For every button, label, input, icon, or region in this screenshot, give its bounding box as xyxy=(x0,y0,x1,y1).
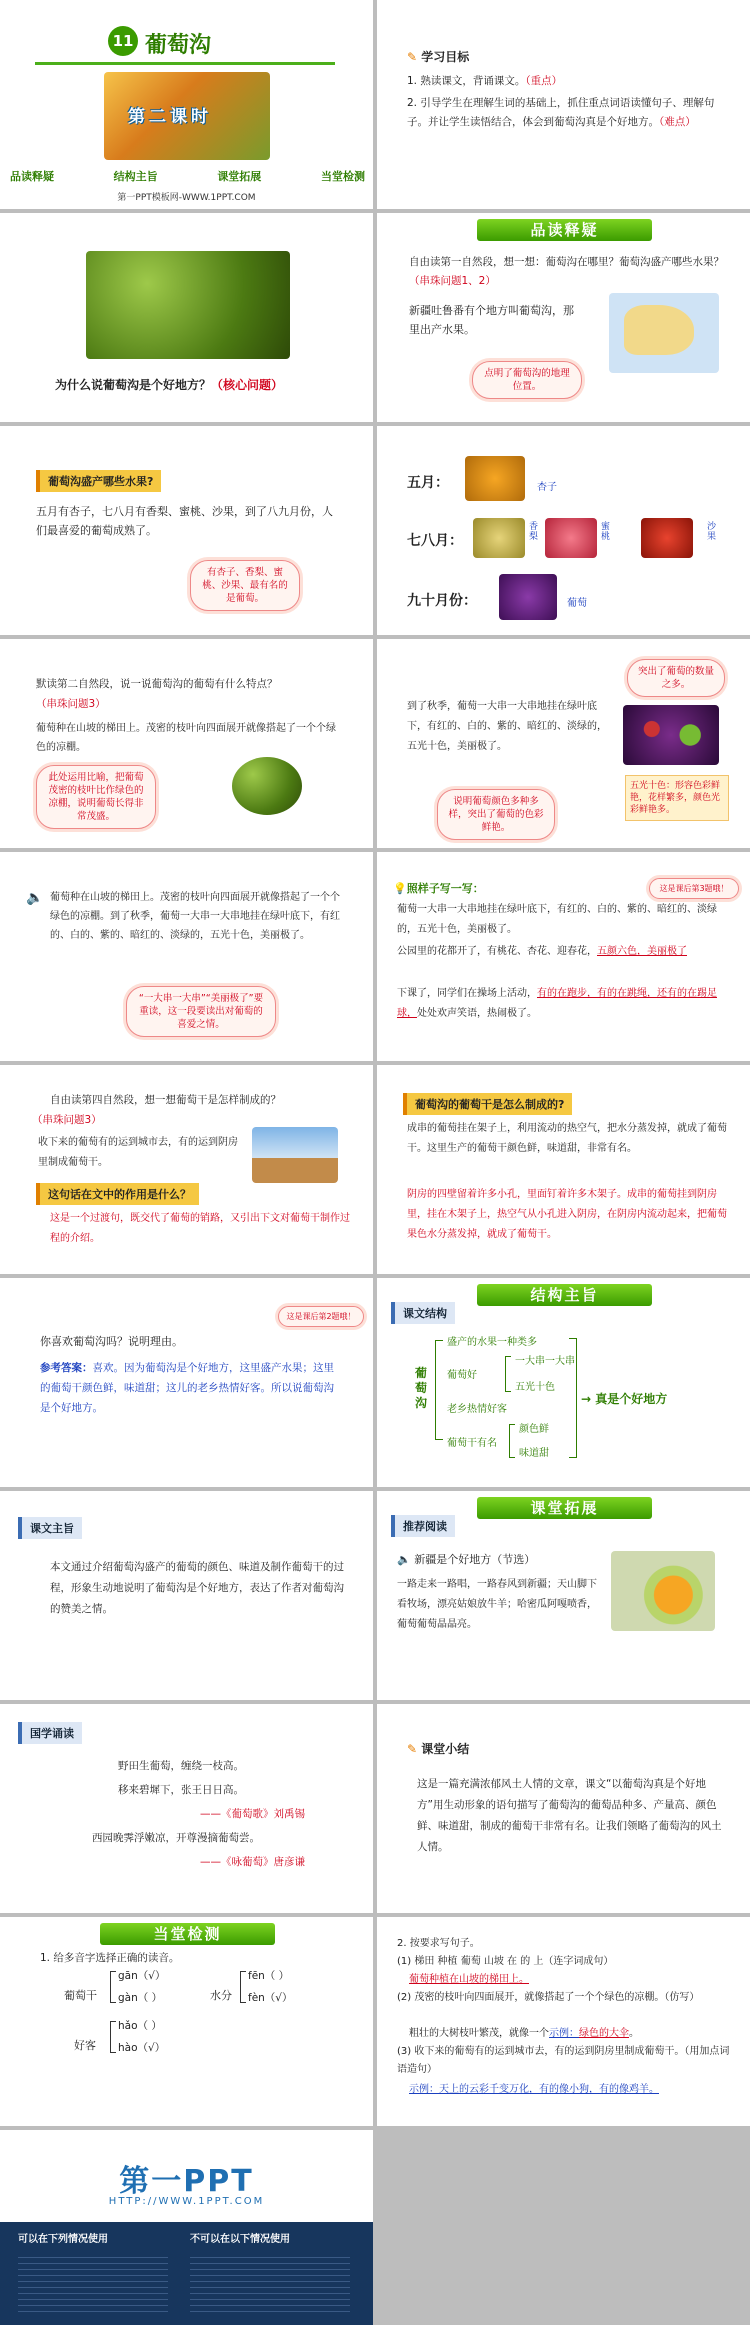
link-list xyxy=(190,2252,350,2314)
annotation-cloud: 有杏子、香梨、蜜桃、沙果、最有名的是葡萄。 xyxy=(190,560,300,611)
read-aloud-passage: 葡萄种在山坡的梯田上。茂密的枝叶向四面展开就像搭起了一个个绿色的凉棚。到了秋季，葡萄一大串一大串地挂在绿叶底下，有红的、白的、紫的、暗红的、淡绿的，五光十色，美丽极了。 xyxy=(50,892,340,941)
pinyin-option: hào（√） xyxy=(118,2042,166,2054)
slide-question[interactable] xyxy=(0,213,373,422)
lesson-number: 11 xyxy=(108,26,138,56)
sub-question: (3) 收下来的葡萄有的运到城市去，有的运到阴房里制成葡萄干。（用加点词语造句） xyxy=(397,2046,730,2075)
slide-fruits-q[interactable] xyxy=(0,426,373,635)
slide-reading-1[interactable] xyxy=(377,213,750,422)
reference-answer: 参考答案：喜欢。因为葡萄沟是个好地方，这里盛产水果；这里的葡萄干颜色鲜，味道甜；这儿的老乡热情好客。所以说葡萄沟是个好地方。 xyxy=(40,1362,334,1414)
bulb-icon: 💡 xyxy=(393,882,407,895)
xinjiang-map xyxy=(609,293,719,373)
month-sep-oct: 九十月份： xyxy=(407,593,477,609)
pen-icon: ✎ xyxy=(407,50,422,64)
ppt-logo: 第一PPT xyxy=(119,2164,254,2199)
grape-variety-photo xyxy=(623,705,719,765)
pinyin-option: hǎo（ ） xyxy=(118,2020,162,2032)
structure-leaf: 颜色鲜 xyxy=(519,1424,549,1435)
apricot-photo xyxy=(465,456,525,501)
raisin-question: 自由读第四自然段，想一想葡萄干是怎样制成的？ xyxy=(50,1094,281,1106)
grape-vine-photo xyxy=(232,757,302,815)
imitate-label: 💡照样子写一写： xyxy=(393,882,484,895)
footer-text: 第一PPT模板网-WWW.1PPT.COM xyxy=(117,193,256,203)
tip-cloud: 这是课后第2题哦！ xyxy=(278,1306,364,1327)
speaker-icon[interactable]: 🔈 xyxy=(26,890,44,906)
summary-heading: ✎ 课堂小结 xyxy=(407,1742,470,1756)
reading-passage: 新疆吐鲁番有个地方叫葡萄沟，那里出产水果。 xyxy=(409,304,574,336)
question-key: （串珠问题3） xyxy=(36,698,106,710)
making-passage: 成串的葡萄挂在架子上，利用流动的热空气，把水分蒸发掉，就成了葡萄干。这里生产的葡萄干颜色鲜，味道甜，非常有名。 xyxy=(407,1123,727,1154)
fruit-label: 香梨 xyxy=(529,522,539,542)
annotation-cloud: 此处运用比喻，把葡萄茂密的枝叶比作绿色的凉棚，说明葡萄长得非常茂盛。 xyxy=(36,765,156,829)
brace xyxy=(569,1338,577,1458)
word: 好客 xyxy=(74,2039,96,2052)
fruits-passage: 五月有杏子，七八月有香梨、蜜桃、沙果，到了八九月份，人们最喜爱的葡萄成熟了。 xyxy=(36,505,333,537)
question-key: （串珠问题3） xyxy=(32,1114,102,1126)
imitation-2: 下课了，同学们在操场上活动，有的在跑步，有的在跳绳，还有的在踢足球，处处欢声笑语，热闹极了。 xyxy=(397,988,717,1019)
brace xyxy=(110,2021,116,2053)
grape-photo xyxy=(86,251,290,359)
poem-line: 野田生葡萄，缠绕一枝高。 xyxy=(118,1760,244,1772)
pear-photo xyxy=(473,518,525,558)
tip-cloud: 突出了葡萄的数量之多。 xyxy=(627,659,725,697)
title-divider xyxy=(35,62,335,65)
nav-item[interactable]: 结构主旨 xyxy=(113,170,158,183)
section-banner: 当堂检测 xyxy=(100,1923,275,1945)
theme-tag: 课文主旨 xyxy=(18,1517,82,1539)
sub-question: (1) 梯田 种植 葡萄 山坡 在 的 上（连字词成句） xyxy=(397,1956,614,1967)
slide-goals[interactable] xyxy=(377,0,750,209)
annotation-cloud: 说明葡萄颜色多种多样，突出了葡萄的色彩鲜艳。 xyxy=(437,789,555,840)
structure-leaf: 味道甜 xyxy=(519,1448,549,1459)
structure-leaf: 五光十色 xyxy=(515,1382,555,1393)
poem-line: 西园晚霁浮嫩凉，开尊漫摘葡萄尝。 xyxy=(92,1832,260,1844)
fruit-label: 沙果 xyxy=(707,522,717,542)
structure-branch: 葡萄干有名 xyxy=(447,1438,497,1449)
nav-bar xyxy=(10,168,365,184)
word: 水分 xyxy=(210,1989,232,2002)
answer-text: 阴房的四壁留着许多小孔，里面钉着许多木架子。成串的葡萄挂到阴房里，挂在木架子上，热空气从小孔进入阴房，在阴房内流动起来，把葡萄果色水分蒸发掉，就成了葡萄干。 xyxy=(407,1189,727,1240)
slide-extension[interactable] xyxy=(377,1491,750,1700)
poem-title: 🔈 新疆是个好地方（节选） xyxy=(397,1553,536,1566)
speaker-icon[interactable]: 🔈 xyxy=(397,1553,415,1566)
slide-theme[interactable] xyxy=(0,1491,373,1700)
nav-item[interactable]: 品读释疑 xyxy=(10,170,54,183)
structure-conclusion: → 真是个好地方 xyxy=(581,1392,668,1406)
sub-question: (2) 茂密的枝叶向四面展开，就像搭起了一个个绿色的凉棚。（仿写） xyxy=(397,1992,700,2003)
answer-text: 示例：天上的云彩千变万化，有的像小狗，有的像鸡羊。 xyxy=(409,2084,659,2095)
slide-summary[interactable] xyxy=(377,1704,750,1913)
structure-tag: 课文结构 xyxy=(391,1302,455,1324)
classic-tag: 国学诵读 xyxy=(18,1722,82,1744)
subtitle: 第二课时 xyxy=(128,107,212,127)
slide-classic-poems[interactable] xyxy=(0,1704,373,1913)
brace xyxy=(505,1356,511,1392)
reading-tag: 推荐阅读 xyxy=(391,1515,455,1537)
license-panel xyxy=(0,2222,373,2325)
tip-cloud: 这是课后第3题哦！ xyxy=(649,878,739,899)
summary-passage: 这是一篇充满浓郁风土人情的文章，课文“以葡萄沟真是个好地方”用生动形象的语句描写了葡萄沟的葡萄品种多、产量高、颜色鲜、味道甜，制成的葡萄干非常有名。让我们领略了葡萄沟的风土人情。 xyxy=(417,1778,722,1853)
poem-citation: ——《葡萄歌》刘禹锡 xyxy=(200,1808,305,1820)
answer-text: 葡萄种植在山坡的梯田上。 xyxy=(409,1974,529,1985)
slide-fruits-pics[interactable] xyxy=(377,426,750,635)
pinyin-option: fèn（√） xyxy=(248,1992,293,2004)
answer-text: 这是一个过渡句，既交代了葡萄的销路，又引出下文对葡萄干制作过程的介绍。 xyxy=(50,1213,350,1244)
structure-root: 葡萄沟 xyxy=(415,1366,428,1410)
poem-line: 移来碧墀下，张王日日高。 xyxy=(118,1784,244,1796)
slide-title[interactable] xyxy=(0,0,373,209)
slide-ppt-license[interactable] xyxy=(0,2130,373,2325)
drying-house-photo xyxy=(252,1127,338,1183)
question-tag: 葡萄沟盛产哪些水果? xyxy=(36,470,161,492)
brace xyxy=(509,1424,515,1458)
discussion-question: 你喜欢葡萄沟吗？说明理由。 xyxy=(40,1335,183,1348)
annotation-cloud: 点明了葡萄沟的地理位置。 xyxy=(472,361,582,399)
melon-photo xyxy=(611,1551,715,1631)
link-list xyxy=(18,2252,168,2314)
word-note: 五光十色：形容色彩鲜艳，花样繁多，颜色光彩鲜艳多。 xyxy=(625,775,729,821)
question-tag: 这句话在文中的作用是什么？ xyxy=(36,1183,199,1205)
pen-icon: ✎ xyxy=(407,1742,422,1756)
feature-question: 默读第二自然段，说一说葡萄沟的葡萄有什么特点？ xyxy=(36,678,278,690)
goal-2: 2. 引导学生在理解生词的基础上，抓住重点词语读懂句子、理解句子。并让学生读悟结合，体会到葡萄沟真是个好地方。（难点） xyxy=(407,97,715,128)
goals-heading: ✎ 学习目标 xyxy=(407,50,470,64)
license-ok: 可以在下列情况使用 xyxy=(18,2234,108,2245)
autumn-passage: 到了秋季，葡萄一大串一大串地挂在绿叶底下，有红的、白的、紫的、暗红的、淡绿的，五光十色，美丽极了。 xyxy=(407,701,607,752)
slide-raisin-q[interactable] xyxy=(0,1065,373,1274)
structure-leaf: 一大串一大串 xyxy=(515,1356,575,1367)
fill-sentence: 粗壮的大树枝叶繁茂，就像一个示例：绿色的大伞。 xyxy=(409,2028,639,2039)
month-may: 五月： xyxy=(407,475,449,491)
fruit-label: 杏子 xyxy=(537,482,557,493)
structure-branch: 老乡热情好客 xyxy=(447,1404,507,1415)
title-illustration xyxy=(104,72,270,160)
pinyin-option: gàn（ ） xyxy=(118,1992,163,2004)
core-question: 为什么说葡萄沟是个好地方？（核心问题） xyxy=(55,378,284,392)
pinyin-option: gān（√） xyxy=(118,1970,166,1982)
slide-grape-autumn[interactable] xyxy=(377,639,750,848)
slide-grape-feature[interactable] xyxy=(0,639,373,848)
grape-photo xyxy=(499,574,557,620)
reading-question: 自由读第一自然段，想一想：葡萄沟在哪里？葡萄沟盛产哪些水果？（串珠问题1、2） xyxy=(409,256,724,287)
structure-branch: 葡萄好 xyxy=(447,1370,477,1381)
slide-imitate-writing[interactable] xyxy=(377,852,750,1061)
slide-raisin-making[interactable] xyxy=(377,1065,750,1274)
slide-discussion[interactable] xyxy=(0,1278,373,1487)
month-jul-aug: 七八月： xyxy=(407,533,463,549)
poem-citation: ——《咏葡萄》唐彦谦 xyxy=(200,1856,305,1868)
theme-passage: 本文通过介绍葡萄沟盛产的葡萄的颜色、味道及制作葡萄干的过程，形象生动地说明了葡萄沟是个好地方，表达了作者对葡萄沟的赞美之情。 xyxy=(50,1561,344,1615)
question-tag: 葡萄沟的葡萄干是怎么制成的? xyxy=(403,1093,572,1115)
structure-branch: 盛产的水果一种类多 xyxy=(447,1337,537,1348)
test-question: 1. 给多音字选择正确的读音。 xyxy=(40,1952,180,1964)
example-sentence: 葡萄一大串一大串地挂在绿叶底下，有红的、白的、紫的、暗红的、淡绿的，五光十色，美丽极了。 xyxy=(397,904,717,935)
brace xyxy=(435,1340,443,1440)
goal-1: 1. 熟读课文，背诵课文。（重点） xyxy=(407,75,563,87)
word: 葡萄干 xyxy=(64,1989,97,2002)
slide-read-aloud[interactable] xyxy=(0,852,373,1061)
pinyin-option: fēn（ ） xyxy=(248,1970,290,1982)
test-question: 2. 按要求写句子。 xyxy=(397,1938,480,1949)
section-banner: 课堂拓展 xyxy=(477,1497,652,1519)
raisin-passage: 收下来的葡萄有的运到城市去，有的运到阴房里制成葡萄干。 xyxy=(38,1137,238,1168)
slide-test-2[interactable] xyxy=(377,1917,750,2126)
nav-item[interactable]: 课堂拓展 xyxy=(217,170,262,183)
lesson-title: 葡萄沟 xyxy=(145,33,212,58)
brace xyxy=(240,1971,246,2003)
imitation-1: 公园里的花都开了，有桃花、杏花、迎春花，五颜六色，美丽极了 xyxy=(397,946,687,957)
fruit-label: 葡萄 xyxy=(567,598,587,609)
feature-passage: 葡萄种在山坡的梯田上。茂密的枝叶向四面展开就像搭起了一个个绿色的凉棚。 xyxy=(36,723,336,753)
section-banner: 品读释疑 xyxy=(477,219,652,241)
peach-photo xyxy=(545,518,597,558)
nav-item[interactable]: 当堂检测 xyxy=(320,170,365,183)
brace xyxy=(110,1971,116,2003)
license-no: 不可以在以下情况使用 xyxy=(190,2234,290,2245)
section-banner: 结构主旨 xyxy=(477,1284,652,1306)
ppt-url[interactable]: HTTP://WWW.1PPT.COM xyxy=(108,2196,265,2207)
crabapple-photo xyxy=(641,518,693,558)
fruit-label: 蜜桃 xyxy=(601,522,611,542)
annotation-cloud: “一大串一大串”“美丽极了”要重读，这一段要读出对葡萄的喜爱之情。 xyxy=(126,986,276,1037)
slide-test-1[interactable] xyxy=(0,1917,373,2126)
poem-text: 一路走来一路唱，一路春风到新疆；天山脚下看牧场，漂亮姑娘放牛羊；哈密瓜阿嘎喷香，葡萄葡萄晶晶亮。 xyxy=(397,1579,597,1630)
slide-structure[interactable] xyxy=(377,1278,750,1487)
